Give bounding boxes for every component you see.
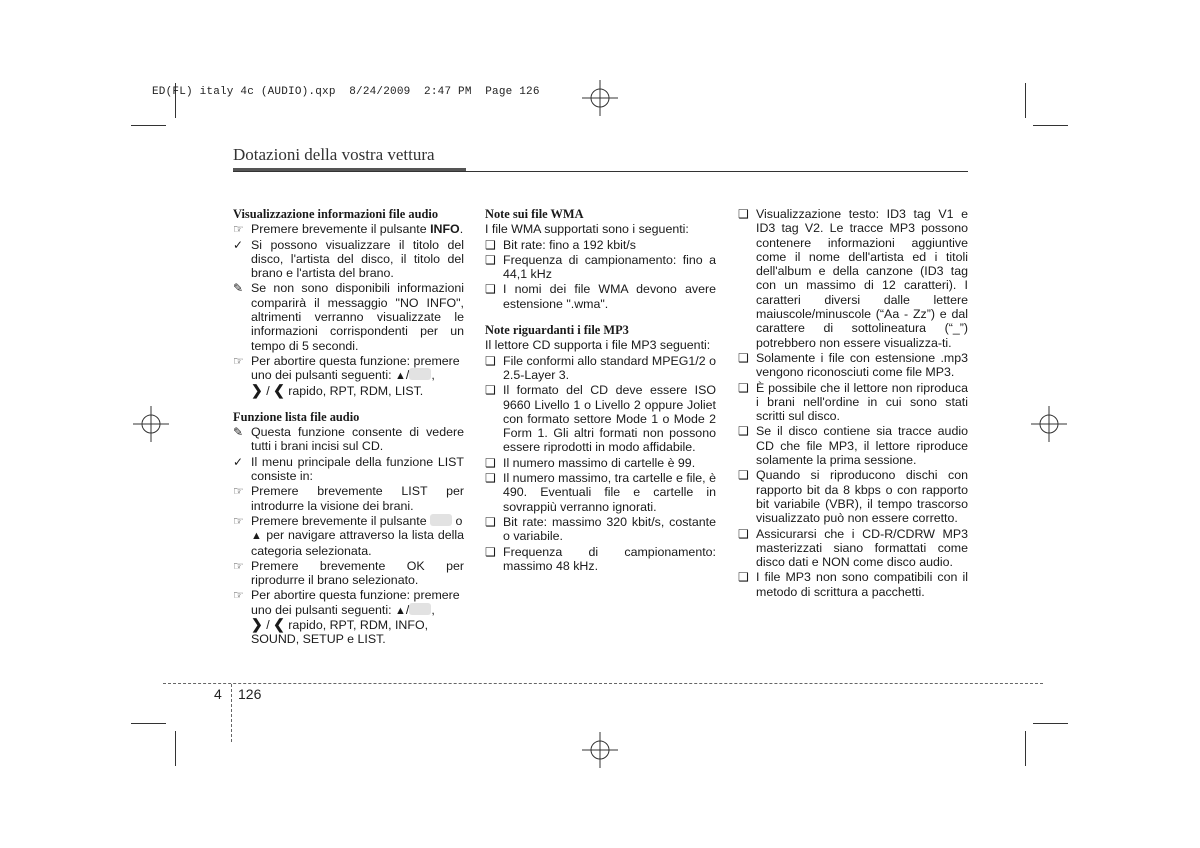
item-text: Si possono visualizzare il titolo del disco, l'artista del disco, il titolo del brano e l'artista del brano. — [251, 237, 464, 281]
heading-mp3-notes: Note riguardanti i file MP3 — [485, 323, 629, 338]
checkbox-icon: ❑ — [738, 380, 749, 395]
list-item — [233, 484, 464, 513]
list-item — [485, 515, 716, 544]
checkbox-icon: ❑ — [738, 468, 749, 483]
check-icon: ✓ — [233, 454, 244, 469]
item-text: Il formato del CD deve essere ISO 9660 Livello 1 o Livello 2 oppure Joliet con formato settore Mode 1 o Mode 2 Form 1. Gli altri formati non possono essere riprodotti in modo affidabile. — [503, 383, 716, 455]
hand-pointer-icon: ☞ — [233, 484, 244, 499]
list-item — [485, 456, 716, 470]
registration-mark-bottom — [582, 732, 622, 772]
list-item — [233, 425, 464, 454]
item-text: I file MP3 non sono compatibili con il metodo di scrittura a pacchetti. — [756, 570, 968, 599]
heading-list-function: Funzione lista file audio — [233, 409, 360, 424]
item-text-part: Premere brevemente il pulsante — [251, 513, 431, 528]
item-text: Il numero massimo di cartelle è 99. — [503, 455, 696, 470]
item-text: Solamente i file con estensione .mp3 vengono riconosciuti come file MP3. — [756, 350, 968, 380]
info-button-label: INFO — [430, 222, 460, 237]
up-triangle-icon: ▲ — [251, 530, 263, 543]
list-item — [485, 545, 716, 574]
list-item — [738, 381, 968, 424]
file-slug: ED(FL) italy 4c (AUDIO).qxp 8/24/2009 2:47 PM Page 126 — [152, 86, 540, 98]
list-item — [738, 351, 968, 380]
checkbox-icon: ❑ — [485, 282, 496, 297]
intro-text: Il lettore CD supporta i file MP3 seguenti: — [485, 338, 711, 353]
checkbox-icon: ❑ — [485, 544, 496, 559]
item-text: Visualizzazione testo: ID3 tag V1 e ID3 tag V2. Le tracce MP3 possono contenere informazioni aggiuntive come il nome dell'artista ed i titoli dell'album e della canzone (ID3 tag con un massimo di 12 caratteri). I caratteri diversi dalle lettere maiuscole/minuscole (“Aa - Zz”) e dal carattere di sottolineatura (“_”) potrebbero non essere visualizza-ti. — [756, 207, 968, 350]
list-item — [233, 588, 464, 646]
item-text: Se non sono disponibili informazioni comparirà il messaggio "NO INFO", altrimenti verranno visualizzate le informazioni corrispondenti per un tempo di 5 secondi. — [251, 281, 464, 353]
checkbox-icon: ❑ — [738, 207, 749, 221]
item-text: File conformi allo standard MPEG1/2 o 2.5-Layer 3. — [503, 353, 716, 382]
title-rule — [233, 171, 968, 172]
chevron-right-icon: ❯ — [251, 381, 263, 398]
column-2 — [485, 207, 716, 574]
crop-mark — [1033, 125, 1068, 126]
item-text-part: Per abortire questa funzione: premere uno dei pulsanti seguenti: — [251, 353, 460, 383]
chevron-right-icon: ❯ — [251, 616, 263, 633]
chapter-number: 4 — [214, 686, 222, 702]
list-item — [485, 253, 716, 282]
up-triangle-icon: ▲ — [394, 604, 406, 617]
item-text: Quando si riproducono dischi con rapporto bit da 8 kbps o con rapporto bit variabile (VBR), il tempo trascorso visualizzato può non essere corretto. — [756, 468, 968, 526]
list-item — [233, 222, 464, 236]
item-text: Premere brevemente LIST per introdurre la visione dei brani. — [251, 484, 464, 513]
list-item — [738, 468, 968, 525]
hand-pointer-icon: ☞ — [233, 353, 244, 368]
hand-pointer-icon: ☞ — [233, 558, 244, 573]
item-text-part: . — [459, 222, 464, 237]
item-text-part: rapido, RPT, RDM, LIST. — [284, 383, 424, 398]
hand-pointer-icon: ☞ — [233, 222, 244, 237]
registration-mark-top — [582, 80, 622, 120]
item-text: I nomi dei file WMA devono avere estensione ".wma". — [503, 282, 716, 311]
list-item — [485, 282, 716, 311]
list-item — [485, 383, 716, 454]
checkbox-icon: ❑ — [738, 350, 749, 365]
list-item — [233, 281, 464, 352]
item-text-part: Per abortire questa funzione: premere uno dei pulsanti seguenti: — [251, 588, 460, 617]
crop-mark — [1025, 83, 1026, 118]
list-item — [485, 354, 716, 383]
up-triangle-icon: ▲ — [394, 370, 406, 383]
list-item — [485, 471, 716, 514]
registration-mark-left — [133, 406, 173, 446]
list-item — [233, 559, 464, 588]
item-text: Per abortire questa funzione: premere uno dei pulsanti seguenti: ▲/ , ❯ / ❮ rapido, RPT, RDM, INFO, SOUND, SETUP e LIST. — [251, 588, 460, 647]
item-text-part: Premere brevemente il pulsante — [251, 222, 431, 237]
item-text-part: o — [455, 513, 463, 528]
checkbox-icon: ❑ — [738, 526, 749, 541]
list-item — [738, 207, 968, 350]
footer-dashed-rule — [163, 683, 1043, 684]
checkbox-icon: ❑ — [738, 570, 749, 585]
checkbox-icon: ❑ — [485, 353, 496, 368]
chevron-left-icon: ❮ — [273, 381, 285, 398]
hand-pointer-icon: ☞ — [233, 513, 244, 528]
intro-text: I file WMA supportati sono i seguenti: — [485, 222, 689, 237]
item-text: Bit rate: fino a 192 kbit/s — [503, 237, 636, 252]
list-item — [233, 238, 464, 281]
item-text: Bit rate: massimo 320 kbit/s, costante o variabile. — [503, 514, 716, 544]
column-3 — [738, 207, 968, 600]
item-text: Frequenza di campionamento: massimo 48 kHz. — [503, 544, 716, 573]
checkbox-icon: ❑ — [485, 383, 496, 398]
list-item — [233, 514, 464, 558]
heading-wma-notes: Note sui file WMA — [485, 207, 584, 221]
slash: / — [266, 618, 270, 633]
check-icon: ✓ — [233, 237, 244, 252]
item-text: Assicurarsi che i CD-R/CDRW MP3 masterizzati siano formattati come disco dati e NON come disco audio. — [756, 526, 968, 570]
crop-mark — [131, 723, 166, 724]
checkbox-icon: ❑ — [485, 471, 496, 486]
list-item — [738, 424, 968, 467]
pencil-icon: ✎ — [233, 281, 244, 296]
item-text — [251, 222, 464, 236]
checkbox-icon: ❑ — [485, 514, 496, 529]
heading-info-display: Visualizzazione informazioni file audio — [233, 207, 439, 221]
checkbox-icon: ❑ — [485, 237, 496, 252]
checkbox-icon: ❑ — [738, 424, 749, 439]
registration-mark-right — [1031, 406, 1071, 446]
item-text: Per abortire questa funzione: premere uno dei pulsanti seguenti: ▲/ , ❯ / ❮ rapido, RPT, RDM, LIST. — [251, 353, 460, 398]
chevron-left-icon: ❮ — [273, 616, 285, 633]
item-text: Frequenza di campionamento: fino a 44,1 kHz — [503, 252, 716, 282]
crop-mark — [175, 731, 176, 766]
section-title: Dotazioni della vostra vettura — [233, 145, 435, 164]
list-item — [233, 354, 464, 398]
item-text: Il menu principale della funzione LIST consiste in: — [251, 454, 464, 484]
crop-mark — [1033, 723, 1068, 724]
item-text: Questa funzione consente di vedere tutti i brani incisi sul CD. — [251, 425, 464, 454]
item-text: Premere brevemente OK per riprodurre il brano selezionato. — [251, 558, 464, 588]
slash: / — [405, 602, 410, 617]
list-item — [233, 455, 464, 484]
item-text: È possibile che il lettore non riproduca i brani nell'ordine in cui sono stati scritti sul disco. — [756, 380, 968, 424]
hand-pointer-icon: ☞ — [233, 588, 244, 603]
checkbox-icon: ❑ — [485, 252, 496, 267]
list-item — [738, 570, 968, 599]
slash: / — [405, 368, 410, 383]
item-text: Se il disco contiene sia tracce audio CD che file MP3, il lettore riproduce solamente la prima sessione. — [756, 424, 968, 468]
item-text-part: rapido, RPT, RDM, INFO, SOUND, SETUP e LIST. — [251, 618, 429, 647]
item-text-part: per navigare attraverso la lista della categoria selezionata. — [251, 528, 464, 558]
track-button-icon — [409, 368, 431, 380]
track-button-icon — [409, 603, 431, 615]
item-text — [251, 514, 464, 558]
page-number-value: 126 — [238, 686, 262, 702]
checkbox-icon: ❑ — [485, 455, 496, 470]
column-1 — [233, 207, 464, 648]
list-item — [485, 238, 716, 252]
slash: / — [266, 383, 270, 398]
list-item — [738, 527, 968, 570]
pencil-icon: ✎ — [233, 425, 244, 440]
footer-dashed-divider — [231, 684, 232, 742]
item-text: Il numero massimo, tra cartelle e file, è 490. Eventuali file e cartelle in sovrappiù verranno ignorati. — [503, 471, 716, 514]
crop-mark — [1025, 731, 1026, 766]
crop-mark — [131, 125, 166, 126]
track-button-icon — [430, 514, 452, 526]
